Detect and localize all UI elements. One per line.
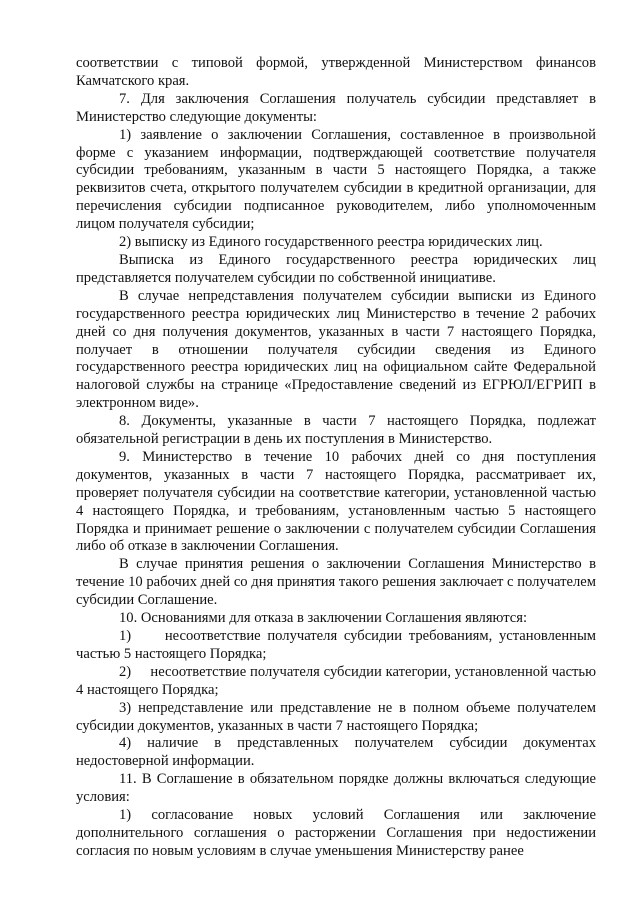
paragraph: 3) непредставление или представление не в полном объеме получателем субсидии документов, указанных в части 7 настоящего Порядка; xyxy=(76,699,596,734)
paragraph: 1) несоответствие получателя субсидии требованиям, установленным частью 5 настоящего Порядка; xyxy=(76,628,600,662)
paragraph: 2) несоответствие получателя субсидии категории, установленной частью 4 настоящего Порядка; xyxy=(76,663,600,698)
paragraph: 2) выписку из Единого государственного реестра юридических лиц. xyxy=(119,234,543,251)
paragraph: 10. Основаниями для отказа в заключении Соглашения являются: xyxy=(119,610,528,627)
paragraph: 9. Министерство в течение 10 рабочих дней со дня поступления документов, указанных в части 7 настоящего Порядка, рассматривает их, проверяет получателя субсидии на соответствие категории, установленной частью 4 настоящего Порядка, и требованиям, установленным частью 5 настоящего Порядка и принимает решение о заключении с получателем субсидии Соглашения либо об отказе в заключении Соглашения. xyxy=(76,448,596,555)
paragraph: 4) наличие в представленных получателем субсидии документах недостоверной информации. xyxy=(76,735,596,770)
paragraph: 1) согласование новых условий Соглашения или заключение дополнительного соглашения о расторжении Соглашения при недостижении согласия по новым условиям в случае уменьшения Министерству ранее xyxy=(76,807,596,859)
paragraph: 1) заявление о заключении Соглашения, составленное в произвольной форме с указанием информации, подтверждающей соответствие получателя субсидии требованиям, указанным в части 5 настоящего Порядка, а также реквизитов счета, открытого получателем субсидии в кредитной организации, для перечисления субсидии подписанное руководителем, либо уполномоченным лицом получателя субсидии; xyxy=(76,126,596,233)
paragraph: В случае принятия решения о заключении Соглашения Министерство в течение 10 рабочих дней со дня принятия такого решения заключает с получателем субсидии Соглашение. xyxy=(76,556,596,609)
paragraph: В случае непредставления получателем субсидии выписки из Единого государственного реестра юридических лиц Министерство в течение 2 рабочих дней со дня получения документов, указанных в части 7 настоящего Порядка, получает в отношении получателя субсидии сведения из Единого государственного реестра юридических лиц на официальном сайте Федеральной налоговой службы на странице «Предоставление сведений из ЕГРЮЛ/ЕГРИП в электронном виде». xyxy=(76,287,596,412)
paragraph: 11. В Соглашение в обязательном порядке должны включаться следующие условия: xyxy=(76,771,596,806)
paragraph: 7. Для заключения Соглашения получатель субсидии представляет в Министерство следующие документы: xyxy=(76,90,596,125)
paragraph: соответствии с типовой формой, утвержденной Министерством финансов Камчатского края. xyxy=(76,55,596,89)
paragraph: Выписка из Единого государственного реестра юридических лиц представляется получателем субсидии по собственной инициативе. xyxy=(76,251,596,286)
paragraph: 8. Документы, указанные в части 7 настоящего Порядка, подлежат обязательной регистрации в день их поступления в Министерство. xyxy=(76,413,596,448)
